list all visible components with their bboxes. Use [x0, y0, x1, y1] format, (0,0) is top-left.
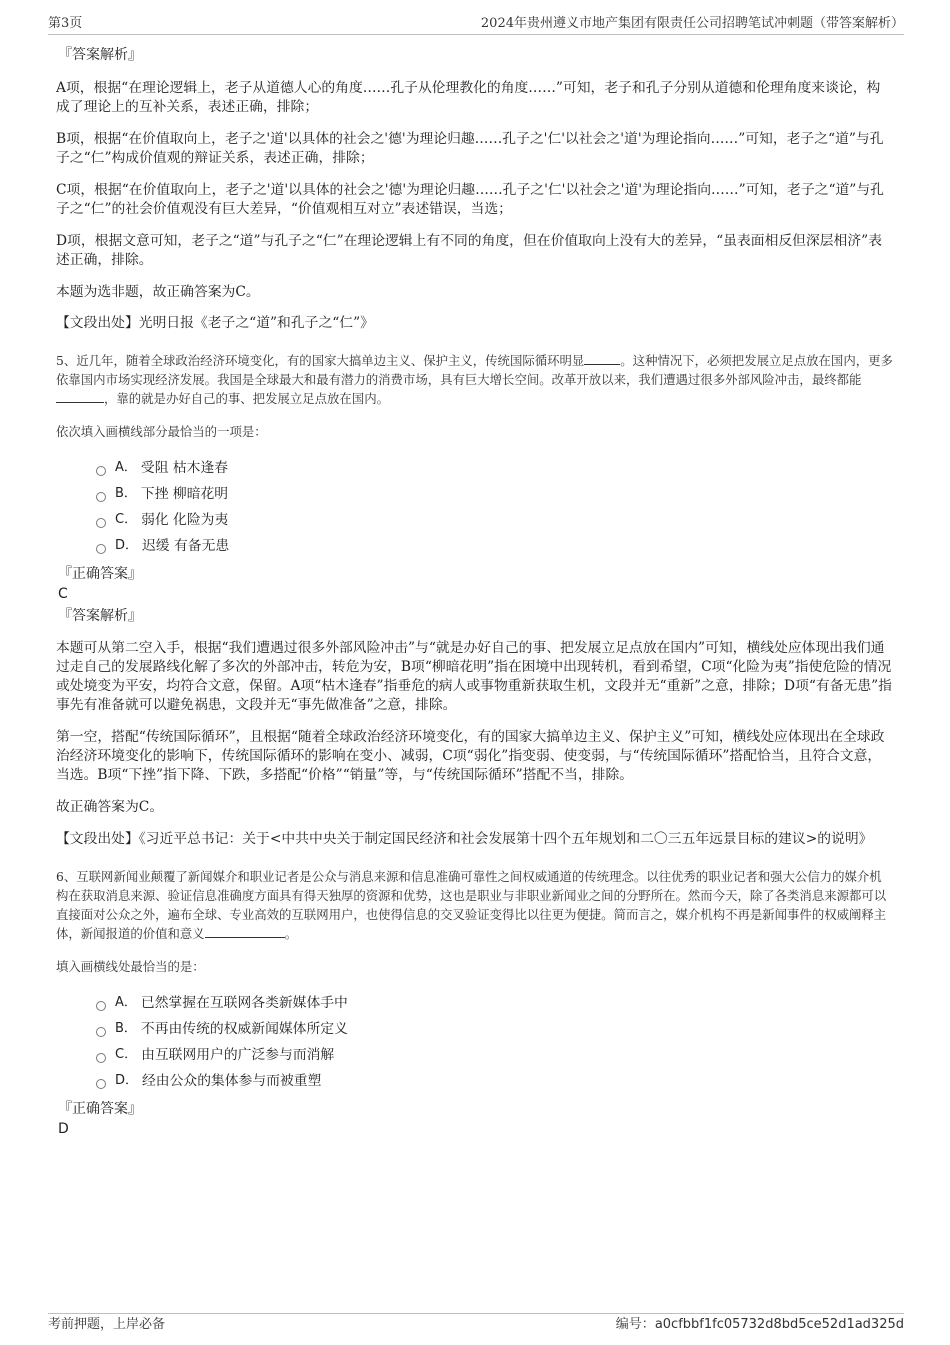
- q4-analysis-d: D项，根据文意可知，老子之“道”与孔子之“仁”在理论逻辑上有不同的角度，但在价值取向上没有大的差异，“虽表面相反但深层相济”表述正确，排除。: [56, 233, 883, 268]
- q4-source: 【文段出处】光明日报《老子之“道”和孔子之“仁”》: [56, 315, 374, 331]
- q5-analysis-1: 本题可从第二空入手，根据“我们遭遇过很多外部风险冲击”与“就是办好自己的事、把发展立足点放在国内”可知，横线处应体现出我们通过走自己的发展路线化解了多次的外部冲击，转危为安，B项“柳暗花明”指在困境中出现转机，看到希望，C项“化险为夷”指使危险的情况或处境变为平安，均符合文意，保留。A项“枯木逢春”指垂危的病人或事物重新获取生机，文段并无“重新”之意，排除；D项“有备无患”指事先有准备就可以避免祸患，文段并无“事先做准备”之意，排除。: [56, 640, 892, 713]
- q4-analysis-heading: 『答案解析』: [58, 47, 142, 63]
- q6-options: [96, 990, 894, 1094]
- page-number: 第3页: [48, 16, 83, 31]
- q5-option-a[interactable]: A． 受阻 枯木逢春: [96, 455, 894, 481]
- q4-analysis-a: A项，根据“在理论逻辑上，老子从道德人心的角度……孔子从伦理教化的角度……”可知，老子和孔子分别从道德和伦理角度来谈论，构成了理论上的互补关系，表述正确，排除；: [56, 80, 881, 115]
- q5-analysis-2: 第一空，搭配“传统国际循环”，且根据“随着全球政治经济环境变化，有的国家大搞单边主义、保护主义”可知，横线处应体现出在全球政治经济环境变化的影响下，传统国际循环的影响在变小、减弱，C项“弱化”指变弱、使变弱，与“传统国际循环”搭配恰当，且符合文意，当选。B项“下挫”指下降、下跌，多搭配“价格”“销量”等，与“传统国际循环”搭配不当，排除。: [56, 729, 885, 783]
- q5-prompt: 依次填入画横线部分最恰当的一项是：: [56, 424, 267, 439]
- page-header: [48, 14, 904, 35]
- radio-icon[interactable]: [96, 1053, 106, 1063]
- q5-options: [96, 455, 894, 559]
- q5-stem: 5、近几年，随着全球政治经济环境变化，有的国家大搞单边主义、保护主义，传统国际循环明显 。这种情况下，必须把发展立足点放在国内，更多依靠国内市场实现经济发展。我国是全球最大和最有潜力的消费市场，具有巨大增长空间。改革开放以来，我们遭遇过很多外部风险冲击，最终都能，靠的就是办好自己的事、把发展立足点放在国内。: [56, 353, 893, 406]
- document-title: 2024年贵州遵义市地产集团有限责任公司招聘笔试冲刺题（带答案解析）: [480, 16, 904, 31]
- q4-analysis-c: C项，根据“在价值取向上，老子之'道'以具体的社会之'德'为理论归趣……孔子之'仁'以社会之'道'为理论指向……”可知，老子之“道”与孔子之“仁”的社会价值观没有巨大差异，“价值观相互对立”表述错误，当选；: [56, 182, 884, 217]
- q6-prompt: 填入画横线处最恰当的是：: [56, 959, 205, 974]
- radio-icon[interactable]: [96, 466, 106, 476]
- q5-option-d[interactable]: D． 迟缓 有备无患: [96, 533, 894, 559]
- q5-answer-heading: 『正确答案』: [58, 566, 142, 582]
- q6-option-b[interactable]: B． 不再由传统的权威新闻媒体所定义: [96, 1016, 894, 1042]
- document-code: 编号：a0cfbbf1fc05732d8bd5ce52d1ad325d: [615, 1317, 904, 1332]
- q4-conclusion: 本题为选非题，故正确答案为C。: [56, 284, 260, 300]
- q5-conclusion: 故正确答案为C。: [56, 799, 164, 815]
- radio-icon[interactable]: [96, 1079, 106, 1089]
- q5-option-c[interactable]: C． 弱化 化险为夷: [96, 507, 894, 533]
- q5-option-b[interactable]: B． 下挫 柳暗花明: [96, 481, 894, 507]
- radio-icon[interactable]: [96, 518, 106, 528]
- q6-answer: D: [58, 1121, 69, 1137]
- q6-option-a[interactable]: A． 已然掌握在互联网各类新媒体手中: [96, 990, 894, 1016]
- q6-blank: [205, 925, 285, 938]
- q6-stem: 6、互联网新闻业颠覆了新闻媒介和职业记者是公众与消息来源和信息准确可靠性之间权威通道的传统理念。以往优秀的职业记者和强大公信力的媒介机构在获取消息来源、验证信息准确度方面具有得天独厚的资源和优势，这也是职业与非职业新闻业之间的分野所在。然而今天，除了各类消息来源都可以直接面对公众之外，遍布全球、专业高效的互联网用户，也使得信息的交叉验证变得比以往更为便捷。简而言之，媒介机构不再是新闻事件的权威阐释主体，新闻报道的价值和意义 。: [56, 869, 887, 941]
- q5-source: 【文段出处】《习近平总书记：关于<中共中央关于制定国民经济和社会发展第十四个五年规划和二〇三五年远景目标的建议>的说明》: [56, 831, 873, 847]
- radio-icon[interactable]: [96, 544, 106, 554]
- q6-option-c[interactable]: C． 由互联网用户的广泛参与而消解: [96, 1042, 894, 1068]
- q5-answer: C: [58, 586, 68, 602]
- q5-analysis-heading: 『答案解析』: [58, 608, 142, 624]
- q4-analysis-b: B项，根据“在价值取向上，老子之'道'以具体的社会之'德'为理论归趣……孔子之'仁'以社会之'道'为理论指向……”可知，老子之“道”与孔子之“仁”构成价值观的辩证关系，表述正确，排除；: [56, 131, 884, 166]
- page-footer: [48, 1313, 904, 1336]
- q6-answer-heading: 『正确答案』: [58, 1101, 142, 1117]
- footer-slogan: 考前押题，上岸必备: [48, 1317, 166, 1332]
- radio-icon[interactable]: [96, 492, 106, 502]
- q5-blank-1: [584, 352, 620, 365]
- page-content: [56, 44, 894, 1138]
- q6-option-d[interactable]: D． 经由公众的集体参与而被重塑: [96, 1068, 894, 1094]
- radio-icon[interactable]: [96, 1027, 106, 1037]
- radio-icon[interactable]: [96, 1001, 106, 1011]
- q5-blank-2: [56, 390, 104, 403]
